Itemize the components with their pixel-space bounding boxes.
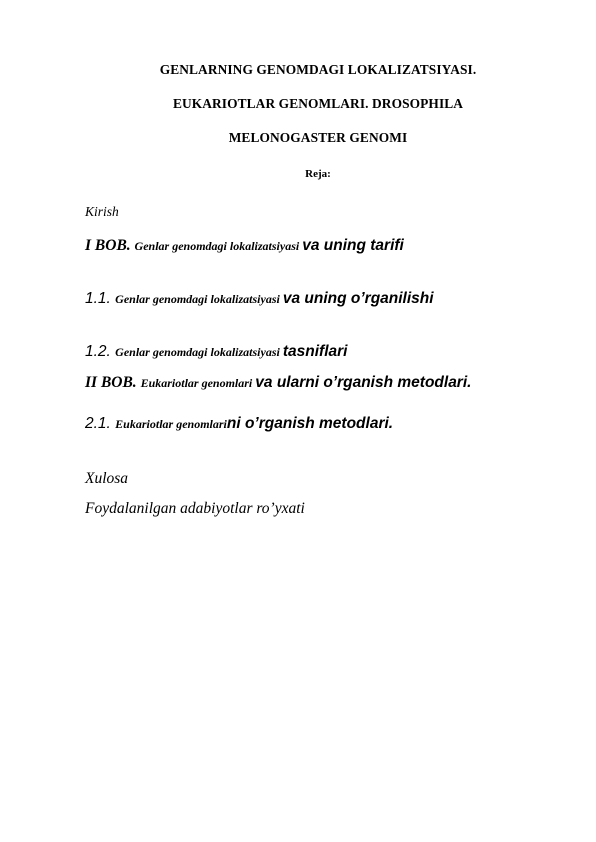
toc-chapter-2-title: Eukariotlar genomlari [140,376,256,390]
toc-chapter-1-prefix: I BOB. [85,237,135,254]
toc-section-1-2-title: Genlar genomdagi lokalizatsiyasi [115,345,283,359]
toc-section-2-1-title: Eukariotlar genomlari [115,417,227,431]
toc-chapter-1-suffix: va uning tarifi [302,237,404,254]
toc-section-2-1 [85,415,393,433]
toc-section-1-1-title: Genlar genomdagi lokalizatsiyasi [115,292,283,306]
toc-section-1-1-number: 1.1. [85,290,116,307]
toc-section-1-2 [85,343,347,361]
toc-section-2-1-suffix: ni o’rganish metodlari. [226,415,394,432]
toc-section-1-1 [85,290,434,308]
title-line-2: EUKARIOTLAR GENOMLARI. DROSOPHILA [172,96,464,111]
toc-xulosa: Xulosa [85,470,129,487]
title-line-3: MELONOGASTER GENOMI [228,130,408,145]
toc-chapter-2-prefix: II BOB. [85,374,141,391]
plan-heading: Reja: [305,168,331,180]
toc-kirish: Kirish [85,204,119,219]
toc-references: Foydalanilgan adabiyotlar ro’yxati [85,500,305,517]
toc-chapter-2-suffix: va ularni o’rganish metodlari. [255,374,472,391]
toc-section-2-1-number: 2.1. [85,415,116,432]
toc-chapter-2 [85,374,471,392]
toc-section-1-1-suffix: va uning o’rganilishi [282,290,434,307]
toc-chapter-1 [85,237,404,255]
toc-chapter-1-title: Genlar genomdagi lokalizatsiyasi [134,239,303,253]
toc-section-1-2-number: 1.2. [85,343,116,360]
toc-section-1-2-suffix: tasniflari [282,343,348,360]
title-line-1: GENLARNING GENOMDAGI LOKALIZATSIYASI. [159,62,477,77]
